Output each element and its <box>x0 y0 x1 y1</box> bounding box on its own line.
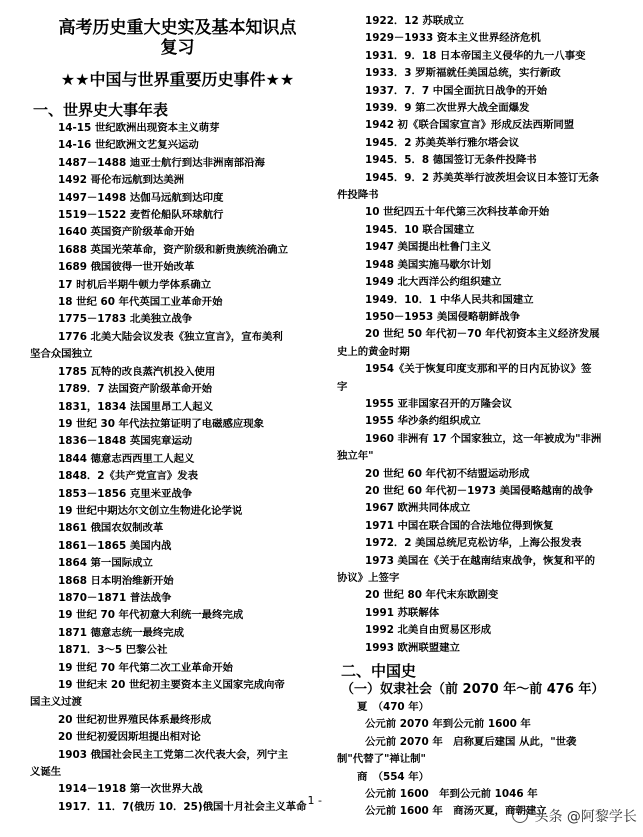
event-item: 1903 俄国社会民主工党第二次代表大会，列宁主 <box>58 748 288 761</box>
event-item: 20 世纪 60 年代初－1973 美国侵略越南的战争 <box>365 484 594 497</box>
dynasty-detail: 公元前 1600 年到公元前 1046 年 <box>365 788 538 801</box>
watermark <box>512 806 637 826</box>
event-item: 1945．5．8 德国签订无条件投降书 <box>365 154 537 167</box>
event-item: 1914－1918 第一次世界大战 <box>58 783 203 796</box>
toutiao-logo-icon <box>512 807 528 823</box>
event-item: 20 世纪 60 年代初不结盟运动形成 <box>365 467 530 480</box>
event-item: 14-15 世纪欧洲出现资本主义萌芽 <box>58 122 220 134</box>
event-item-continuation: 独立年" <box>337 450 374 463</box>
event-item: 1991 苏联解体 <box>365 606 440 619</box>
event-item: 1864 第一国际成立 <box>58 557 153 570</box>
event-item: 1861 俄国农奴制改革 <box>58 522 164 535</box>
event-item: 1497－1498 达伽马远航到达印度 <box>58 191 224 204</box>
event-item: 20 世纪初世界殖民体系最终形成 <box>58 713 212 726</box>
event-item: 1949．10．1 中华人民共和国建立 <box>365 293 534 306</box>
watermark-text: 头条 @阿黎学长 <box>534 809 637 825</box>
event-item-continuation: 义诞生 <box>30 766 62 779</box>
event-item: 1960 非洲有 17 个国家独立，这一年被成为"非洲 <box>365 432 602 445</box>
event-item: 1688 英国光荣革命，资产阶级和新贵族统治确立 <box>58 243 288 256</box>
event-item-continuation: 坚合众国独立 <box>30 348 93 361</box>
event-item: 17 时机后半期牛顿力学体系确立 <box>58 278 212 291</box>
event-item: 1492 哥伦布远航到达美洲 <box>58 174 185 187</box>
event-item: 10 世纪四五十年代第三次科技革命开始 <box>365 206 550 219</box>
event-item-continuation: 国主义过渡 <box>30 696 82 709</box>
event-item: 1844 德意志西西里工人起义 <box>58 452 195 465</box>
left-column <box>30 0 325 816</box>
event-item: 1971 中国在联合国的合法地位得到恢复 <box>365 519 554 532</box>
event-item: 1831，1834 法国里昂工人起义 <box>58 400 213 413</box>
event-item: 1917．11．7(俄历 10．25)俄国十月社会主义革命 <box>58 800 307 813</box>
event-item: 19 世纪中期达尔文创立生物进化论学说 <box>58 504 243 517</box>
event-item: 1942 初《联合国家宣言》形成反法西斯同盟 <box>365 119 575 132</box>
event-item: 1785 瓦特的改良蒸汽机投入使用 <box>58 365 216 378</box>
section-heading-world: 一、世界史大事年表 <box>33 101 169 119</box>
event-item: 20 世纪 50 年代初－70 年代初资本主义经济发展 <box>365 328 600 341</box>
event-item: 1954《关于恢复印度支那和平的日内瓦协议》签 <box>365 363 592 376</box>
title-line-1: 高考历史重大史实及基本知识点 <box>58 18 297 38</box>
event-item: 1853－1856 克里米亚战争 <box>58 487 193 500</box>
event-item: 19 世纪 30 年代法拉第证明了电磁感应现象 <box>58 417 265 430</box>
event-item: 1967 欧洲共同体成立 <box>365 502 471 515</box>
event-item: 1776 北美大陆会议发表《独立宣言》，宣布美利 <box>58 330 283 343</box>
event-item: 1487－1488 迪亚士航行到达非洲南部沿海 <box>58 156 265 169</box>
event-item: 1931．9．18 日本帝国主义侵华的九一八事变 <box>365 49 586 62</box>
event-item: 1640 英国资产阶级革命开始 <box>58 226 195 239</box>
event-item: 1519－1522 麦哲伦船队环球航行 <box>58 209 224 222</box>
event-item: 1861－1865 美国内战 <box>58 539 172 552</box>
dynasty-detail: 公元前 1600 年 商汤灭夏，商朝建立 <box>365 805 547 818</box>
event-item: 1945．2 苏美英举行雅尔塔会议 <box>365 136 520 149</box>
dynasty-heading-xia: 夏 （470 年） <box>357 701 430 714</box>
event-item: 1871．3～5 巴黎公社 <box>58 644 168 657</box>
event-item: 1929－1933 资本主义世界经济危机 <box>365 32 541 45</box>
world-events-list-2 <box>30 364 325 817</box>
title-line-2: 复习 <box>160 38 195 58</box>
event-item: 19 世纪 70 年代初意大利统一最终完成 <box>58 609 244 622</box>
event-item: 1848．2《共产党宣言》发表 <box>58 470 199 483</box>
dynasty-detail: 公元前 2070 年到公元前 1600 年 <box>365 718 531 731</box>
event-item-continuation: 件投降书 <box>337 189 379 202</box>
dynasty-detail: 公元前 2070 年 启称夏后建国 从此，"世袭 <box>365 735 577 748</box>
event-item: 1789．7 法国资产阶级革命开始 <box>58 383 213 396</box>
event-item: 1955 亚非国家召开的万隆会议 <box>365 397 512 410</box>
event-item-continuation: 协议》上签字 <box>337 572 400 584</box>
event-item: 1955 华沙条约组织成立 <box>365 415 481 428</box>
document-title <box>30 18 325 58</box>
event-item: 1871 德意志统一最终完成 <box>58 626 185 639</box>
subsection-heading-slave-society: （一）奴隶社会（前 2070 年～前 476 年） <box>341 682 605 698</box>
dynasty-heading-shang: 商 （554 年） <box>357 770 430 783</box>
right-column <box>337 0 637 821</box>
event-item: 1973 美国在《关于在越南结束战争，恢复和平的 <box>365 554 595 567</box>
event-item: 1949 北大西洋公约组织建立 <box>365 276 502 289</box>
event-item: 1950－1953 美国侵略朝鲜战争 <box>365 310 520 323</box>
event-item-continuation: 史上的黄金时期 <box>337 345 410 358</box>
event-item: 18 世纪 60 年代英国工业革命开始 <box>58 296 223 309</box>
event-item: 1836－1848 英国宪章运动 <box>58 435 193 448</box>
event-item: 1947 美国提出杜鲁门主义 <box>365 241 492 254</box>
event-item-continuation: 字 <box>337 380 348 393</box>
section-heading-china: 二、中国史 <box>341 662 417 681</box>
event-item: 1868 日本明治维新开始 <box>58 574 174 587</box>
event-item: 1993 欧洲联盟建立 <box>365 641 460 654</box>
event-item: 1939．9 第二次世界大战全面爆发 <box>365 102 530 115</box>
event-item: 14-16 世纪欧洲文艺复兴运动 <box>58 139 199 152</box>
event-item: 1937．7．7 中国全面抗日战争的开始 <box>365 84 548 97</box>
event-item: 1775－1783 北美独立战争 <box>58 313 193 326</box>
event-item: 1992 北美自由贸易区形成 <box>365 624 492 637</box>
event-item: 1948 美国实施马歇尔计划 <box>365 258 492 271</box>
event-item: 1870－1871 普法战争 <box>58 591 172 604</box>
event-item: 19 世纪末 20 世纪初主要资本主义国家完成向帝 <box>58 679 285 691</box>
dynasty-detail-continuation: 制"代替了"禅让制" <box>337 753 426 766</box>
event-item: 1933．3 罗斯福就任美国总统，实行新政 <box>365 67 561 80</box>
event-item: 19 世纪 70 年代第二次工业革命开始 <box>58 661 233 674</box>
event-item: 1945．9．2 苏美英举行波茨坦会议日本签订无条 <box>365 171 600 184</box>
event-item: 1945．10 联合国建立 <box>365 223 475 236</box>
event-item: 20 世纪初爱因斯坦提出相对论 <box>58 731 201 744</box>
world-events-list-1 <box>30 120 325 364</box>
event-item: 1689 俄国彼得一世开始改革 <box>58 261 195 274</box>
event-item: 1922．12 苏联成立 <box>365 15 464 27</box>
event-item: 20 世纪 80 年代末东欧剧变 <box>365 589 499 602</box>
page-number: - 1 - <box>300 794 322 807</box>
event-item: 1972．2 美国总统尼克松访华，上海公报发表 <box>365 537 582 550</box>
document-subtitle: ★★中国与世界重要历史事件★★ <box>60 70 295 89</box>
